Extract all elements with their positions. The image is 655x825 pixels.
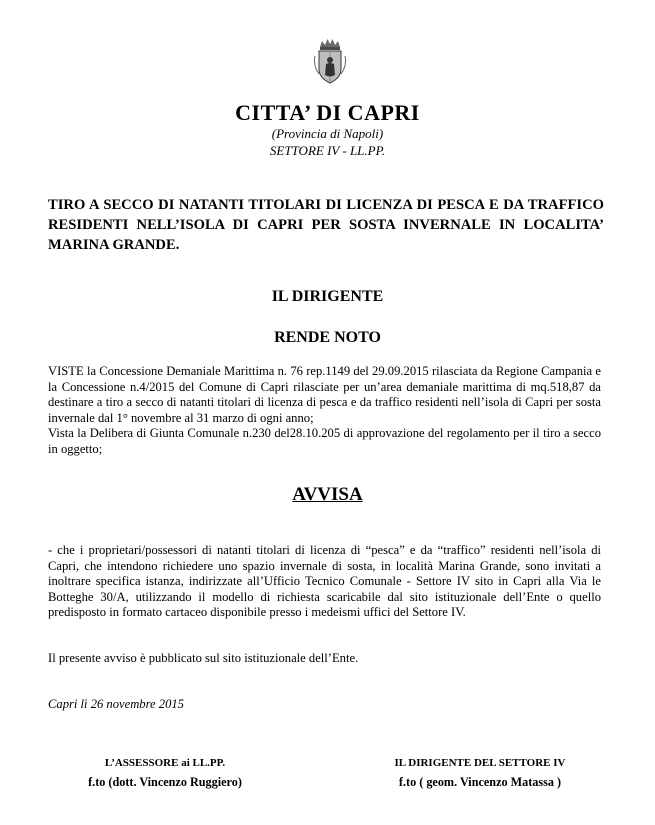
- city-title: CITTA’ DI CAPRI: [235, 100, 420, 125]
- signature-name: f.to ( geom. Vincenzo Matassa ): [398, 775, 562, 789]
- province-subtitle: (Provincia di Napoli): [271, 126, 384, 141]
- heading-rende-noto: RENDE NOTO: [274, 329, 381, 346]
- heading-avvisa: AVVISA: [292, 484, 363, 505]
- publication-note: Il presente avviso è pubblicato sul sito istituzionale dell’Ente.: [48, 651, 359, 665]
- premise-paragraph: VISTE la Concessione Demaniale Marittima n. 76 rep.1149 del 29.09.2015 rilasciata da Regione Campania e la Concessione n.4/2015 del Comune di Capri rilasciate per un’area demaniale marittima di mq.518,87 da destinare a tiro a secco di natanti titolari di licenza di pesca e da traffico residenti nell’isola di Capri per sosta invernale dal 1° novembre al 31 marzo di ogni anno;: [48, 364, 601, 425]
- sector-subtitle: SETTORE IV - LL.PP.: [269, 143, 386, 158]
- coat-of-arms-icon: [313, 38, 347, 84]
- notice-paragraph: - che i proprietari/possessori di natanti titolari di licenza di “pesca” e da “traffico” residenti nell’isola di Capri, che intendono richiedere uno spazio invernale di sosta, in località Marina Grande, sono invitati a inoltrare specifica istanza, indirizzate all’Ufficio Tecnico Comunale - Settore IV sito in Capri alla Via le Botteghe 30/A, utilizzando il modello di richiesta scaricabile dal sito istituzionale dell’Ente o quello predisposto in formato cartaceo disponibile presso i medeismi uffici del Settore IV.: [48, 543, 601, 619]
- premise-section: [48, 364, 601, 457]
- notice-subject: TIRO A SECCO DI NATANTI TITOLARI DI LICENZA DI PESCA E DA TRAFFICO RESIDENTI NELL’ISOLA DI CAPRI PER SOSTA INVERNALE IN LOCALITA’ MARINA GRANDE.: [48, 197, 604, 253]
- heading-dirigente: IL DIRIGENTE: [271, 288, 384, 305]
- signature-dirigente: [360, 757, 600, 790]
- signature-name: f.to (dott. Vincenzo Ruggiero): [88, 775, 242, 789]
- signature-assessore: [60, 757, 270, 790]
- signature-role: L’ASSESSORE ai LL.PP.: [104, 757, 226, 769]
- premise-paragraph: Vista la Delibera di Giunta Comunale n.230 del28.10.205 di approvazione del regolamento per il tiro a secco in oggetto;: [48, 426, 601, 456]
- signature-role: IL DIRIGENTE DEL SETTORE IV: [394, 757, 566, 769]
- place-date: Capri lì 26 novembre 2015: [48, 697, 184, 711]
